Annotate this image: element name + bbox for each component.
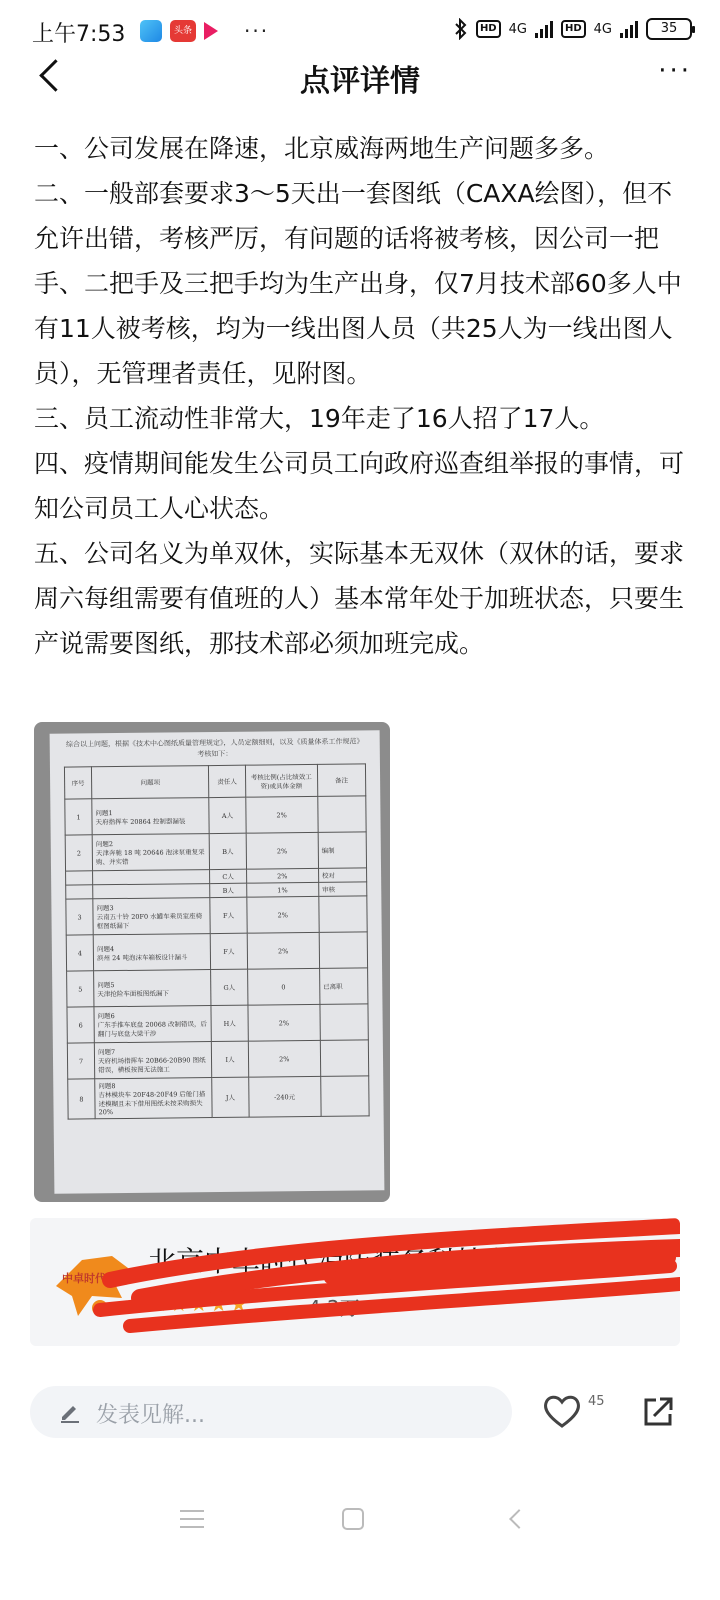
row-issue: 问题8 吉林模块车 20F48-20F49 后舱门描述模糊且未下借用图纸未按采购损失 20% [95, 1078, 213, 1119]
status-time: 上午7:53 [32, 22, 126, 47]
review-count: 4.2万 [308, 1296, 360, 1320]
row-number: 3 [66, 899, 93, 935]
row-person: A人 [209, 797, 245, 833]
row-person: J人 [212, 1077, 249, 1117]
row-person: B人 [210, 833, 246, 869]
row-ratio: 2% [248, 1040, 321, 1077]
share-icon[interactable] [640, 1394, 676, 1430]
hd-icon: HD [476, 20, 501, 38]
row-number: 4 [66, 935, 93, 971]
row-number: 1 [65, 799, 92, 835]
row-note [318, 796, 367, 833]
row-note: 审核 [318, 882, 366, 897]
row-note [321, 1076, 370, 1117]
more-notifications-icon: ··· [244, 19, 270, 43]
page-header [0, 44, 720, 108]
row-issue: 问题6 广东手推车底盘 20068 改制错误，后翻门与底盘大梁干涉 [94, 1006, 212, 1043]
row-note: 已离职 [319, 968, 368, 1005]
row-note [319, 896, 368, 933]
company-logo-text: 中卓时代 [62, 1272, 106, 1285]
like-count: 45 [588, 1394, 605, 1409]
system-nav-bar [0, 1488, 720, 1558]
company-name: 北京中卓时代消防装备科技有限公司 [148, 1245, 597, 1278]
row-ratio: 0 [247, 968, 320, 1005]
review-paragraph-4: 四、疫情期间能发生公司员工向政府巡查组举报的事情，可知公司员工人心状态。 [34, 449, 685, 523]
row-person: C人 [210, 869, 246, 883]
row-number: 6 [67, 1007, 94, 1043]
comment-placeholder[interactable]: 发表见解... [96, 1403, 205, 1428]
row-issue: 问题5 天津抢险车面板图纸漏下 [94, 970, 212, 1007]
pencil-icon [58, 1400, 82, 1424]
status-indicators [454, 18, 692, 40]
assessment-table [64, 763, 370, 1119]
row-person: H人 [211, 1005, 247, 1041]
table-row [66, 896, 367, 935]
table-row [68, 1076, 369, 1119]
row-person: F人 [210, 897, 246, 933]
row-issue: 问题2 天津奔驰 18 吨 20646 泡沫泵重复采购、并实错 [92, 834, 210, 871]
signal-icon [535, 20, 553, 38]
table-row [67, 1040, 368, 1079]
row-note [320, 1040, 369, 1077]
heart-icon[interactable] [542, 1392, 582, 1430]
row-ratio: -240元 [248, 1076, 321, 1117]
row-ratio: 2% [247, 932, 320, 969]
row-number: 8 [68, 1079, 95, 1119]
recent-apps-icon[interactable] [180, 1510, 204, 1530]
company-logo [52, 1246, 132, 1322]
bluetooth-icon [454, 18, 468, 40]
table-row [65, 832, 366, 871]
row-number [66, 871, 93, 885]
row-issue: 问题4 滨州 24 吨泡沫车箱板设计漏斗 [93, 934, 211, 971]
review-paragraph-5: 五、公司名义为单双休，实际基本无双休（双休的话，要求周六每组需要有值班的人）基本常年处于加班状态，只要生产说需要图纸，那技术部必须加班完成。 [34, 539, 685, 658]
more-options-button[interactable]: ··· [658, 56, 692, 86]
toutiao-app-icon: 头条 [170, 20, 196, 42]
table-header: 备注 [317, 764, 366, 797]
notification-app-icon [140, 20, 162, 42]
table-row [65, 796, 366, 835]
rating-stars: ★★★★★ [150, 1292, 250, 1316]
row-note [319, 932, 368, 969]
row-issue: 问题1 天府指挥车 20864 控制器漏装 [92, 798, 210, 835]
row-ratio: 2% [246, 868, 318, 883]
row-ratio: 1% [246, 882, 318, 897]
row-number [66, 885, 93, 899]
table-header: 考核比例(占比绩效工资)或具体金额 [245, 764, 318, 797]
row-number: 7 [67, 1043, 94, 1079]
company-card[interactable] [30, 1218, 680, 1346]
row-person: G人 [211, 969, 247, 1005]
attached-photo[interactable] [34, 722, 390, 1202]
network-label-2: 4G [593, 21, 612, 37]
row-issue: 问题3 云南五十铃 20F0 水罐车乘员室座椅框图纸漏下 [93, 898, 211, 935]
table-row [66, 932, 367, 971]
row-number: 5 [67, 971, 94, 1007]
review-paragraph-3: 三、员工流动性非常大，19年走了16人招了17人。 [34, 404, 605, 433]
table-header: 序号 [64, 767, 91, 799]
row-ratio: 2% [246, 832, 319, 869]
table-row [67, 1004, 368, 1043]
table-header: 责任人 [209, 765, 245, 797]
hd-icon-2: HD [561, 20, 586, 38]
table-header: 问题项 [92, 766, 210, 799]
review-paragraph-2: 二、一般部套要求3～5天出一套图纸（CAXA绘图），但不允许出错，考核严厉，有问题的话将被考核，因公司一把手、二把手及三把手均为生产出身，仅7月技术部60多人中有11人被考核，均为一线出图人员（共25人为一线出图人员），无管理者责任，见附图。 [34, 179, 682, 388]
table-row [67, 968, 368, 1007]
row-issue: 问题7 天府机场指挥车 20B66-20B90 图纸错误，横板按图无法施工 [94, 1042, 212, 1079]
status-app-icons [140, 19, 269, 43]
home-icon[interactable] [342, 1508, 364, 1530]
signal-icon-2 [620, 20, 638, 38]
table-header-row [64, 764, 365, 799]
review-content [34, 126, 694, 666]
row-number: 2 [65, 835, 92, 871]
document-intro: 综合以上问题，根据《技术中心图纸质量管理规定》，人员定额细则，以及《质量体系工作规范》考核如下： [65, 737, 364, 759]
row-issue [93, 870, 211, 885]
row-ratio: 2% [245, 796, 318, 833]
document-paper [50, 730, 385, 1193]
row-note: 校对 [318, 868, 366, 883]
battery-icon: 35 [646, 18, 692, 40]
row-ratio: 2% [248, 1004, 321, 1041]
row-issue [93, 884, 211, 899]
video-app-icon [204, 22, 218, 40]
row-person: B人 [210, 883, 246, 897]
row-person: I人 [212, 1041, 248, 1077]
row-note: 编制 [318, 832, 367, 869]
row-person: F人 [211, 933, 247, 969]
row-note [320, 1004, 369, 1041]
review-paragraph-1: 一、公司发展在降速，北京威海两地生产问题多多。 [34, 134, 610, 163]
row-ratio: 2% [246, 896, 319, 933]
nav-back-icon[interactable] [509, 1509, 529, 1529]
page-title: 点评详情 [300, 64, 420, 99]
network-label: 4G [508, 21, 527, 37]
